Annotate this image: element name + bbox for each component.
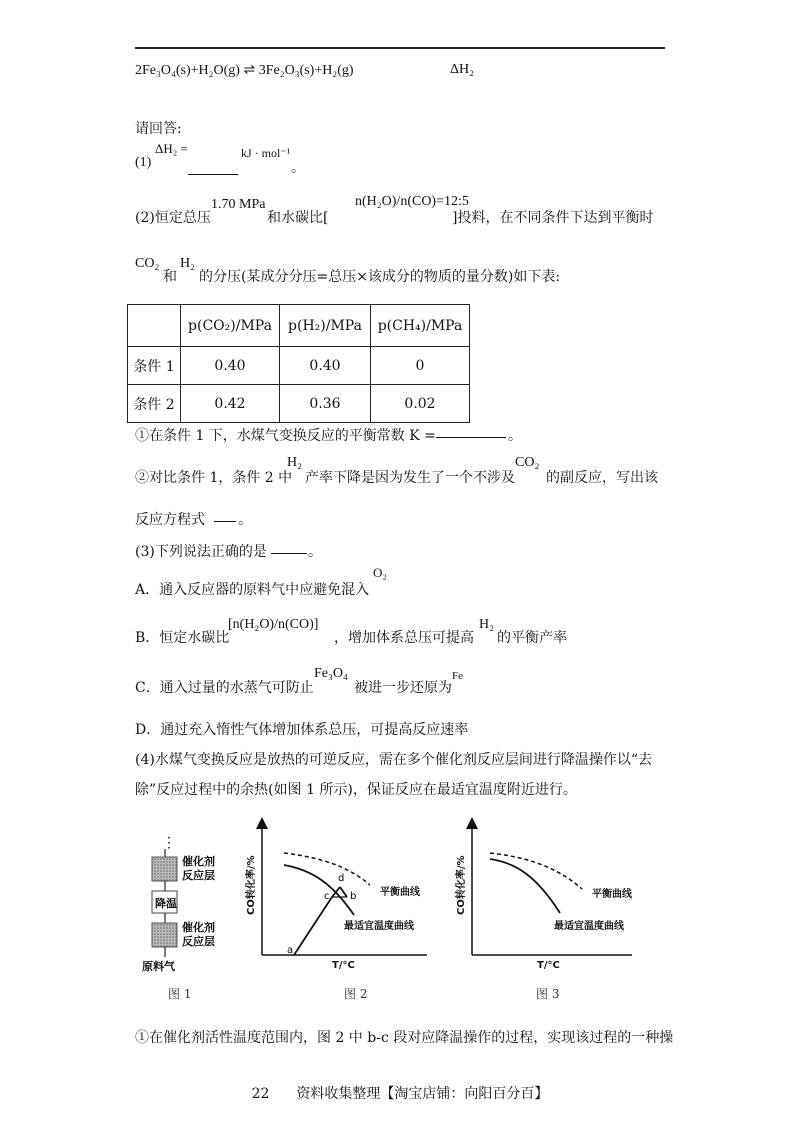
table-cell: 0.02 <box>371 385 470 423</box>
fig2-point-c: c <box>324 891 330 902</box>
table-cell: 0.42 <box>181 385 280 423</box>
fig2-equilibrium-label: 平衡曲线 <box>380 887 420 898</box>
header-delta-h: ΔH₂ <box>450 62 474 77</box>
q3-blank <box>271 539 307 555</box>
table-cell: 0.36 <box>280 385 371 423</box>
q3-option-c-formula: Fe₃O₄ <box>314 666 348 681</box>
q3-option-c-fe: Fe <box>452 670 463 682</box>
table-header-cell: p(H₂)/MPa <box>280 305 371 347</box>
partial-pressure-table <box>127 304 470 423</box>
table-header-cell: p(CH₄)/MPa <box>371 305 470 347</box>
figure-2 <box>232 815 447 975</box>
fig2-line-db <box>340 887 347 897</box>
q3-option-c-a: C．通入过量的水蒸气可防止 <box>135 680 314 696</box>
q2-sub1-end: 。 <box>508 428 522 444</box>
q2-sub2-end: 。 <box>238 512 252 528</box>
q3-option-d: D．通过充入惰性气体增加体系总压，可提高反应速率 <box>135 722 469 738</box>
q2-ratio: n(H₂O)/n(CO)=12:5 <box>355 194 469 209</box>
page-number: 22 <box>251 1086 270 1102</box>
q3-option-b-ratio: [n(H₂O)/n(CO)] <box>228 617 319 632</box>
q4-line2: 除”反应过程中的余热(如图 1 所示)，保证反应在最适宜温度附近进行。 <box>135 782 577 798</box>
q2-and: 和 <box>163 269 177 285</box>
table-cell: 0.40 <box>181 347 280 385</box>
q2-sub2-co2: CO₂ <box>515 455 540 470</box>
fig1-feed-label: 原料气 <box>142 960 175 973</box>
q3-option-b-c: 的平衡产率 <box>497 630 567 646</box>
fig2-line-ab <box>294 897 332 955</box>
page-footer <box>0 1083 800 1103</box>
q2-h2: H₂ <box>180 256 195 271</box>
q3-option-b-b: ，增加体系总压可提高 <box>334 630 474 646</box>
q2-sub2-b: 产率下降是因为发生了一个不涉及 <box>305 470 515 486</box>
q3-option-b-h2: H₂ <box>479 617 494 632</box>
fig3-equilibrium-label: 平衡曲线 <box>592 889 632 900</box>
fig3-optimal-label: 最适宜温度曲线 <box>554 921 624 932</box>
figure-1 <box>130 825 220 975</box>
table-header-cell <box>128 305 181 347</box>
q2-sub2-line2: 反应方程式 <box>135 512 205 528</box>
fig3-x-label: T/°C <box>537 960 560 971</box>
fig2-x-label: T/°C <box>332 960 355 971</box>
q2-co2: CO₂ <box>135 256 160 271</box>
q2-sub2-c: 的副反应，写出该 <box>546 470 658 486</box>
fig2-point-b: b <box>350 891 357 902</box>
table-cell: 条件 2 <box>128 385 181 423</box>
table-cell: 条件 1 <box>128 347 181 385</box>
table-row <box>128 347 470 385</box>
prompt-text: 请回答: <box>135 121 182 137</box>
table-header-cell: p(CO₂)/MPa <box>181 305 280 347</box>
q2-line1-a: (2)恒定总压 <box>135 210 211 226</box>
q2-sub2-blank <box>214 507 236 523</box>
fig3-optimal-curve <box>490 859 560 913</box>
q3-option-c-b: 被进一步还原为 <box>354 680 452 696</box>
fig1-cool-label: 降温 <box>155 897 177 910</box>
q3-option-a: A．通入反应器的原料气中应避免混入 <box>135 582 370 598</box>
fig2-y-label: CO转化率/% <box>246 855 257 915</box>
q2-sub2-a: ②对比条件 1，条件 2 中 <box>135 470 293 486</box>
q3-stem-end: 。 <box>308 544 322 560</box>
q2-pressure: 1.70 MPa <box>211 197 266 212</box>
fig2-point-a: a <box>287 945 294 956</box>
fig3-caption: 图 3 <box>536 987 560 1001</box>
fig2-caption: 图 2 <box>344 987 368 1001</box>
table-row <box>128 385 470 423</box>
q1-unit: kJ · mol⁻¹ <box>241 146 291 160</box>
q2-sub1-blank <box>436 423 506 439</box>
q2-sub1: ①在条件 1 下，水煤气变换反应的平衡常数 K = <box>135 428 436 444</box>
q1-end: 。 <box>291 160 305 176</box>
fig3-equilibrium-curve <box>490 853 582 889</box>
q1-expression: ΔH₂ = <box>155 141 188 156</box>
top-rule <box>135 47 665 49</box>
fig2-point-d: d <box>338 873 345 884</box>
table-header-row <box>128 305 470 347</box>
footer-text: 资料收集整理【淘宝店铺：向阳百分百】 <box>296 1086 549 1102</box>
q1-number: (1) <box>135 155 152 170</box>
q1-blank <box>188 160 238 176</box>
fig3-y-label: CO转化率/% <box>456 855 467 915</box>
q2-sub2-h2: H₂ <box>287 455 302 470</box>
table-cell: 0 <box>371 347 470 385</box>
fig1-caption: 图 1 <box>168 987 192 1001</box>
q2-line1-c: ]投料，在不同条件下达到平衡时 <box>452 210 654 226</box>
q3-option-b-a: B．恒定水碳比 <box>135 630 230 646</box>
fig2-optimal-label: 最适宜温度曲线 <box>344 921 414 932</box>
fig1-layer-top-label: 催化剂反应层 <box>182 855 215 882</box>
q2-line2-rest: 的分压(某成分分压=总压×该成分的物质的量分数)如下表: <box>199 269 561 285</box>
q4-line1: (4)水煤气变换反应是放热的可逆反应，需在多个催化剂反应层间进行降温操作以“去 <box>135 752 652 768</box>
fig1-catalyst-layer-top <box>152 857 177 881</box>
header-equation: 2Fe₃O₄(s)+H₂O(g) ⇌ 3Fe₂O₃(s)+H₂(g) <box>135 63 354 78</box>
last-line: ①在催化剂活性温度范围内，图 2 中 b-c 段对应降温操作的过程，实现该过程的一种操 <box>135 1030 674 1046</box>
fig1-catalyst-layer-bottom <box>152 923 177 947</box>
figure-3 <box>442 815 657 975</box>
fig1-dots: ⋮ <box>162 835 176 851</box>
q2-line1-b: 和水碳比[ <box>267 210 329 226</box>
q3-option-a-formula: O₂ <box>373 565 387 580</box>
q3-stem: (3)下列说法正确的是 <box>135 544 267 560</box>
fig1-layer-bottom-label: 催化剂反应层 <box>182 921 215 948</box>
table-cell: 0.40 <box>280 347 371 385</box>
